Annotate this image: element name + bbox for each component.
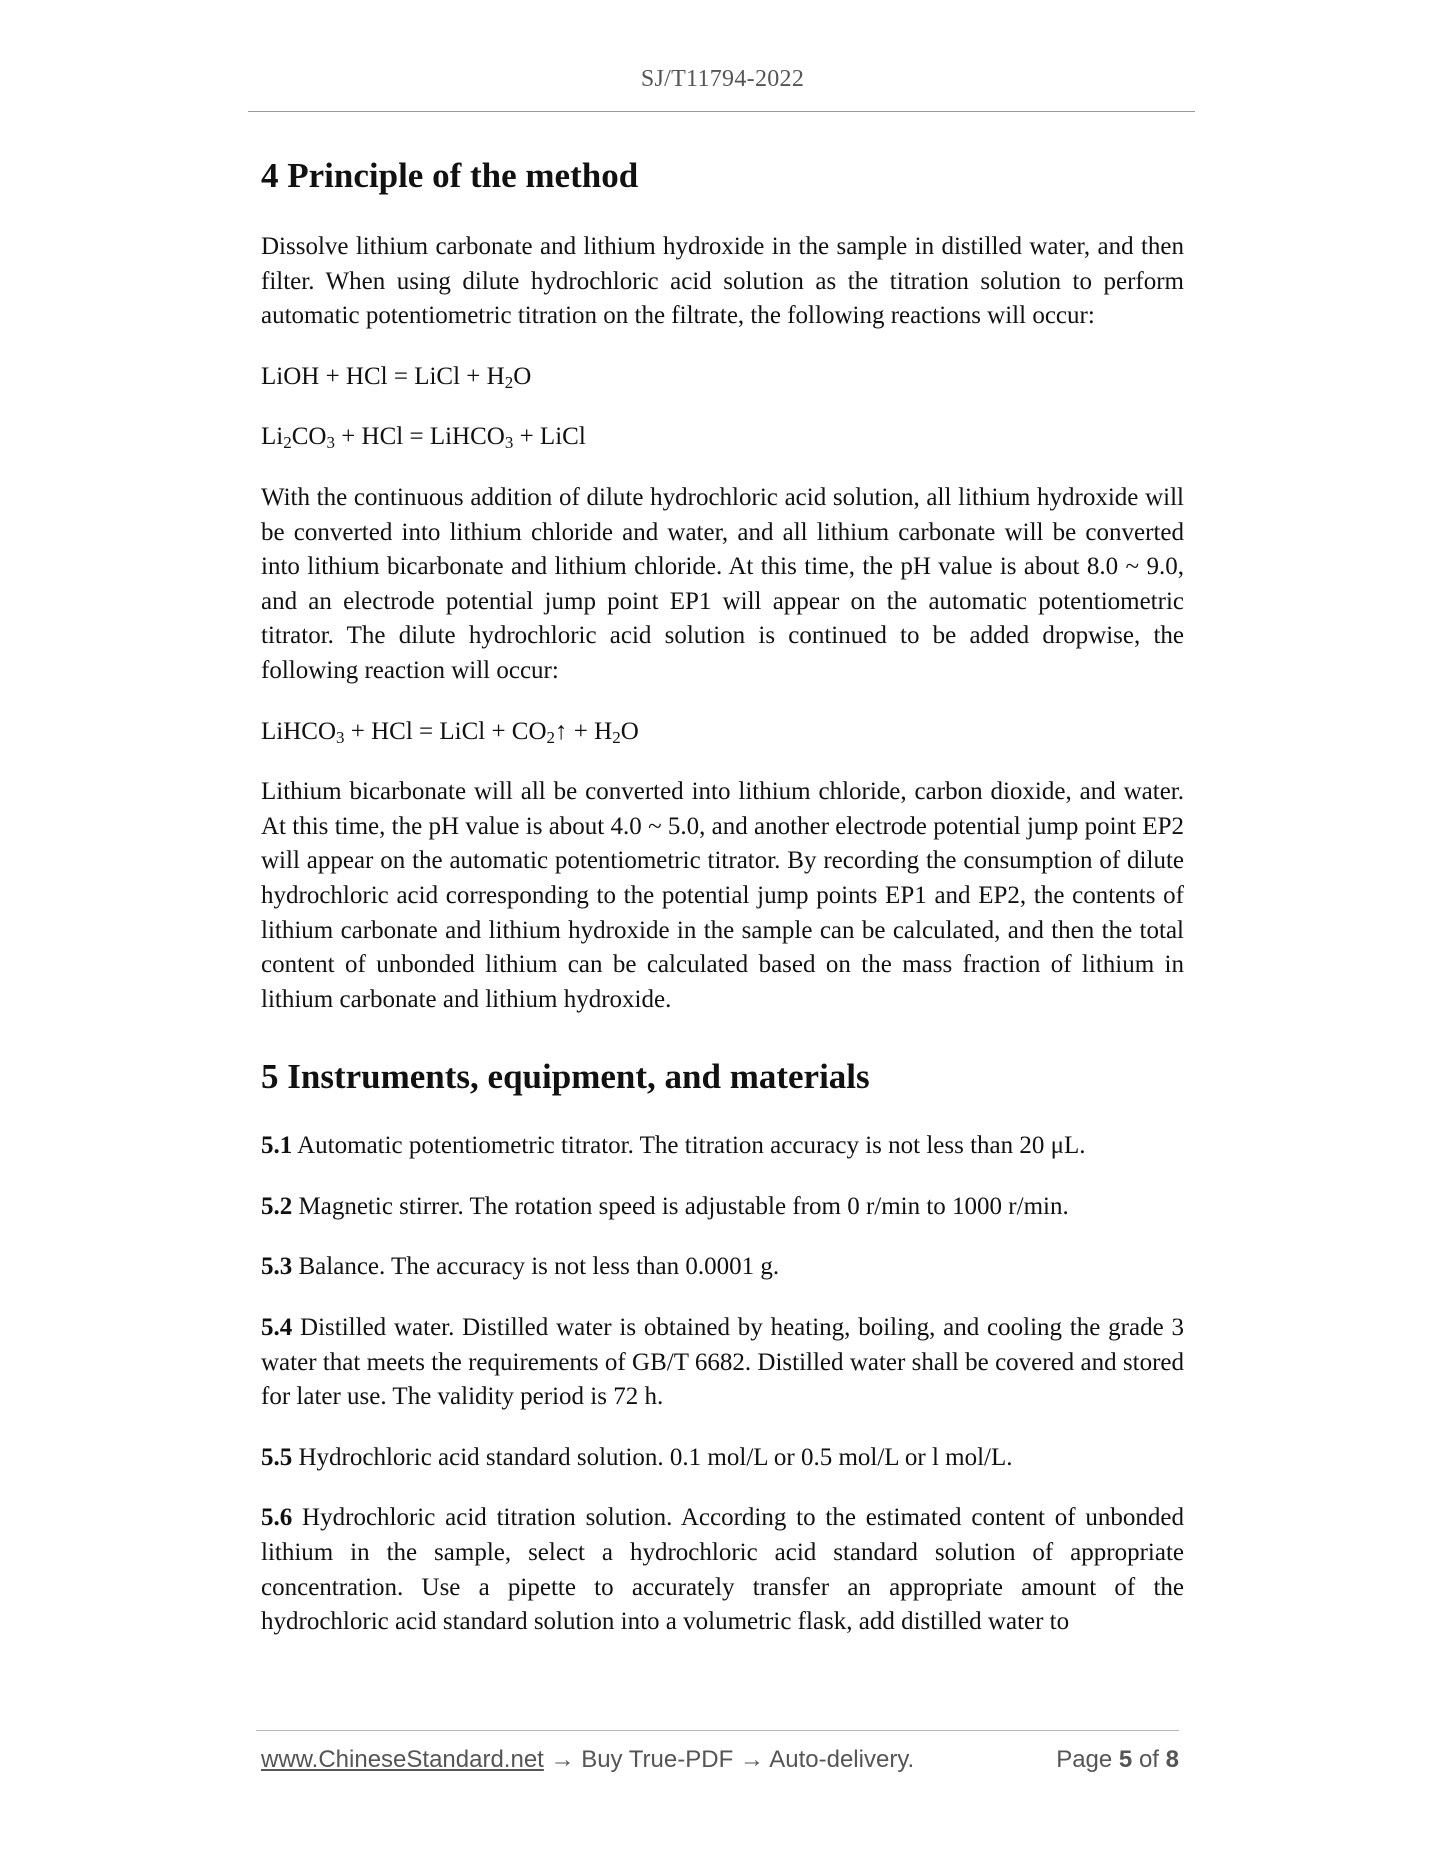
section-4-ep2-paragraph: Lithium bicarbonate will all be converted into lithium chloride, carbon dioxide, and water. At this time, the pH value is about 4.0 ~ 5.0, and another electrode potential jump point EP2 will appear on the automatic potentiometric titrator. By recording the consumption of dilute hydrochloric acid corresponding to the potential jump points EP1 and EP2, the contents of lithium carbonate and lithium hydroxide in the sample can be calculated, and then the total content of unbonded lithium can be calculated based on the mass fraction of lithium in lithium carbonate and lithium hydroxide. bbox=[261, 778, 1184, 1013]
section-4-ep1-paragraph: With the continuous addition of dilute hydrochloric acid solution, all lithium hydroxide will be converted into lithium chloride and water, and all lithium carbonate will be converted into lithium bicarbonate and lithium chloride. At this time, the pH value is about 8.0 ~ 9.0, and an electrode potential jump point EP1 will appear on the automatic potentiometric titrator. The dilute hydrochloric acid solution is continued to be added dropwise, the following reaction will occur: bbox=[261, 483, 1184, 684]
clause-5-6: 5.6 Hydrochloric acid titration solution. According to the estimated content of unbonded lithium in the sample, select a hydrochloric acid standard solution of appropriate concentration. Use a pipette to accurately transfer an appropriate amount of the hydrochloric acid standard solution into a volumetric flask, add distilled water to bbox=[261, 1504, 1184, 1636]
clause-number: 5.4 bbox=[261, 1314, 293, 1342]
clause-number: 5.5 bbox=[261, 1443, 293, 1471]
chinesestandard-link[interactable]: www.ChineseStandard.net bbox=[261, 1746, 544, 1773]
clause-number: 5.3 bbox=[261, 1253, 293, 1281]
of-word: of bbox=[1138, 1746, 1159, 1773]
buy-true-pdf-label: Buy True-PDF bbox=[581, 1746, 734, 1773]
footer-purchase-line bbox=[261, 1746, 914, 1774]
equation-li2co3-hcl: $Li_2CO_3$ + HCl = LiHCO$_3$ + LiCl bbox=[261, 423, 586, 453]
equation-lioh-hcl: LiOH + HCl = LiCl + $H_2O$ bbox=[261, 362, 532, 392]
clause-number: 5.6 bbox=[261, 1504, 293, 1532]
footer-divider bbox=[256, 1730, 1179, 1731]
section-4-intro-paragraph: Dissolve lithium carbonate and lithium hydroxide in the sample in distilled water, and then filter. When using dilute hydrochloric acid solution as the titration solution to perform automatic potentiometric titration on the filtrate, the following reactions will occur: bbox=[261, 233, 1184, 330]
section-4-heading: 4 Principle of the method bbox=[261, 156, 639, 195]
auto-delivery-label: Auto-delivery. bbox=[769, 1746, 915, 1773]
header-divider bbox=[248, 111, 1195, 112]
clause-5-2: 5.2 Magnetic stirrer. The rotation speed is adjustable from 0 r/min to 1000 r/min. bbox=[261, 1192, 1069, 1220]
clause-5-4: 5.4 Distilled water. Distilled water is obtained by heating, boiling, and cooling the grade 3 water that meets the requirements of GB/T 6682. Distilled water shall be covered and stored for later use. The validity period is 72 h. bbox=[261, 1314, 1184, 1411]
page-content bbox=[261, 152, 1184, 1666]
page-word: Page bbox=[1056, 1746, 1113, 1773]
clause-5-1: 5.1 Automatic potentiometric titrator. The titration accuracy is not less than 20 μL. bbox=[261, 1132, 1086, 1160]
equation-lihco3-hcl: LiHCO$_3$ + HCl = LiCl + $CO_2↑ + H_2O$ bbox=[261, 717, 639, 747]
page-counter bbox=[1056, 1746, 1179, 1774]
clause-5-3: 5.3 Balance. The accuracy is not less than 0.0001 g. bbox=[261, 1253, 780, 1281]
arrow-right-icon: → bbox=[739, 1746, 764, 1773]
clause-number: 5.2 bbox=[261, 1192, 293, 1220]
clause-number: 5.1 bbox=[261, 1132, 293, 1160]
section-5-heading: 5 Instruments, equipment, and materials bbox=[261, 1057, 870, 1097]
total-page-number: 8 bbox=[1165, 1746, 1179, 1773]
arrow-right-icon: → bbox=[550, 1746, 575, 1773]
current-page-number: 5 bbox=[1118, 1746, 1133, 1773]
standard-code-header: SJ/T11794-2022 bbox=[640, 66, 805, 92]
clause-5-5: 5.5 Hydrochloric acid standard solution. 0.1 mol/L or 0.5 mol/L or l mol/L. bbox=[261, 1443, 1013, 1471]
